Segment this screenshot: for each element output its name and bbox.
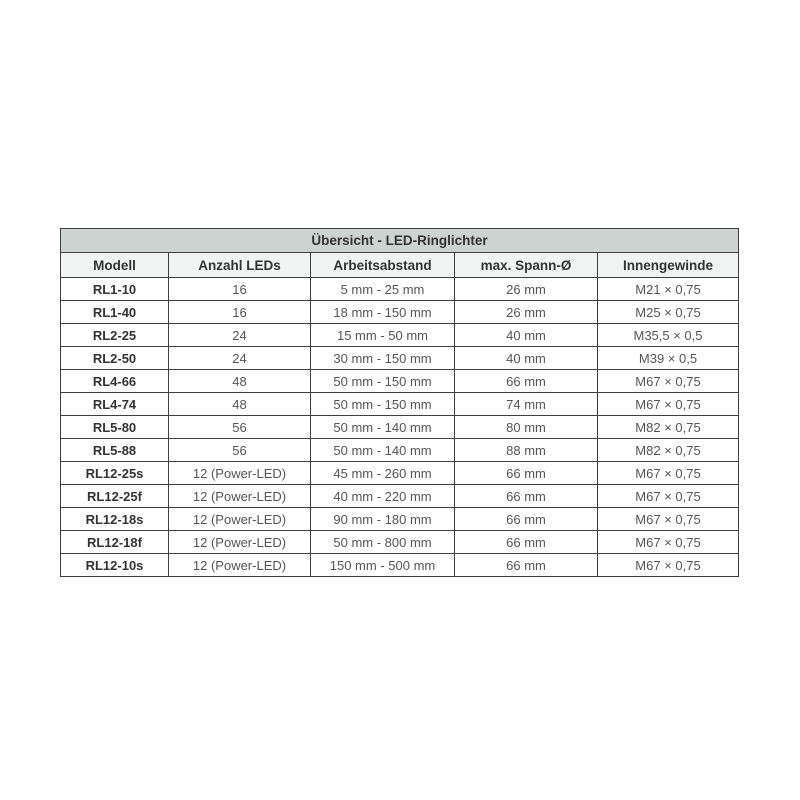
clamp-diameter-cell: 66 mm [455,554,598,577]
led-count-cell: 12 (Power-LED) [169,485,311,508]
inner-thread-cell: M67 × 0,75 [598,554,739,577]
led-count-cell: 24 [169,347,311,370]
led-count-cell: 16 [169,301,311,324]
model-cell: RL4-74 [61,393,169,416]
table-header-row [61,253,739,278]
working-distance-cell: 50 mm - 150 mm [311,393,455,416]
table-row [61,508,739,531]
table-row [61,439,739,462]
table-row [61,393,739,416]
column-header-modell: Modell [61,253,169,278]
working-distance-cell: 30 mm - 150 mm [311,347,455,370]
clamp-diameter-cell: 66 mm [455,370,598,393]
working-distance-cell: 45 mm - 260 mm [311,462,455,485]
inner-thread-cell: M67 × 0,75 [598,393,739,416]
working-distance-cell: 50 mm - 140 mm [311,439,455,462]
model-cell: RL2-50 [61,347,169,370]
inner-thread-cell: M39 × 0,5 [598,347,739,370]
led-count-cell: 12 (Power-LED) [169,462,311,485]
table-row [61,531,739,554]
clamp-diameter-cell: 40 mm [455,347,598,370]
column-header-innengewinde: Innengewinde [598,253,739,278]
working-distance-cell: 150 mm - 500 mm [311,554,455,577]
table-row [61,324,739,347]
led-count-cell: 24 [169,324,311,347]
led-count-cell: 56 [169,416,311,439]
clamp-diameter-cell: 74 mm [455,393,598,416]
model-cell: RL1-10 [61,278,169,301]
clamp-diameter-cell: 66 mm [455,485,598,508]
inner-thread-cell: M67 × 0,75 [598,462,739,485]
inner-thread-cell: M67 × 0,75 [598,508,739,531]
model-cell: RL5-80 [61,416,169,439]
inner-thread-cell: M21 × 0,75 [598,278,739,301]
inner-thread-cell: M35,5 × 0,5 [598,324,739,347]
led-count-cell: 16 [169,278,311,301]
clamp-diameter-cell: 66 mm [455,508,598,531]
working-distance-cell: 50 mm - 140 mm [311,416,455,439]
led-count-cell: 48 [169,370,311,393]
model-cell: RL12-18f [61,531,169,554]
working-distance-cell: 18 mm - 150 mm [311,301,455,324]
table-row [61,278,739,301]
led-count-cell: 56 [169,439,311,462]
led-count-cell: 12 (Power-LED) [169,508,311,531]
spec-table [60,228,739,577]
model-cell: RL12-10s [61,554,169,577]
table-row [61,462,739,485]
table-row [61,416,739,439]
column-header-anzahl-leds: Anzahl LEDs [169,253,311,278]
led-count-cell: 12 (Power-LED) [169,531,311,554]
inner-thread-cell: M67 × 0,75 [598,370,739,393]
inner-thread-cell: M67 × 0,75 [598,485,739,508]
clamp-diameter-cell: 26 mm [455,301,598,324]
clamp-diameter-cell: 66 mm [455,531,598,554]
model-cell: RL12-18s [61,508,169,531]
clamp-diameter-cell: 66 mm [455,462,598,485]
table-row [61,370,739,393]
model-cell: RL1-40 [61,301,169,324]
clamp-diameter-cell: 88 mm [455,439,598,462]
table-title-row [61,229,739,253]
led-count-cell: 12 (Power-LED) [169,554,311,577]
working-distance-cell: 50 mm - 800 mm [311,531,455,554]
working-distance-cell: 5 mm - 25 mm [311,278,455,301]
led-count-cell: 48 [169,393,311,416]
inner-thread-cell: M25 × 0,75 [598,301,739,324]
inner-thread-cell: M67 × 0,75 [598,531,739,554]
model-cell: RL5-88 [61,439,169,462]
model-cell: RL12-25s [61,462,169,485]
table-row [61,301,739,324]
inner-thread-cell: M82 × 0,75 [598,416,739,439]
column-header-max-spann-durchmesser: max. Spann-Ø [455,253,598,278]
clamp-diameter-cell: 26 mm [455,278,598,301]
led-ringlight-overview-table [60,228,738,577]
clamp-diameter-cell: 40 mm [455,324,598,347]
table-title: Übersicht - LED-Ringlichter [61,229,739,253]
working-distance-cell: 15 mm - 50 mm [311,324,455,347]
column-header-arbeitsabstand: Arbeitsabstand [311,253,455,278]
table-row [61,485,739,508]
working-distance-cell: 90 mm - 180 mm [311,508,455,531]
clamp-diameter-cell: 80 mm [455,416,598,439]
model-cell: RL12-25f [61,485,169,508]
inner-thread-cell: M82 × 0,75 [598,439,739,462]
model-cell: RL2-25 [61,324,169,347]
model-cell: RL4-66 [61,370,169,393]
working-distance-cell: 40 mm - 220 mm [311,485,455,508]
table-row [61,347,739,370]
working-distance-cell: 50 mm - 150 mm [311,370,455,393]
table-row [61,554,739,577]
